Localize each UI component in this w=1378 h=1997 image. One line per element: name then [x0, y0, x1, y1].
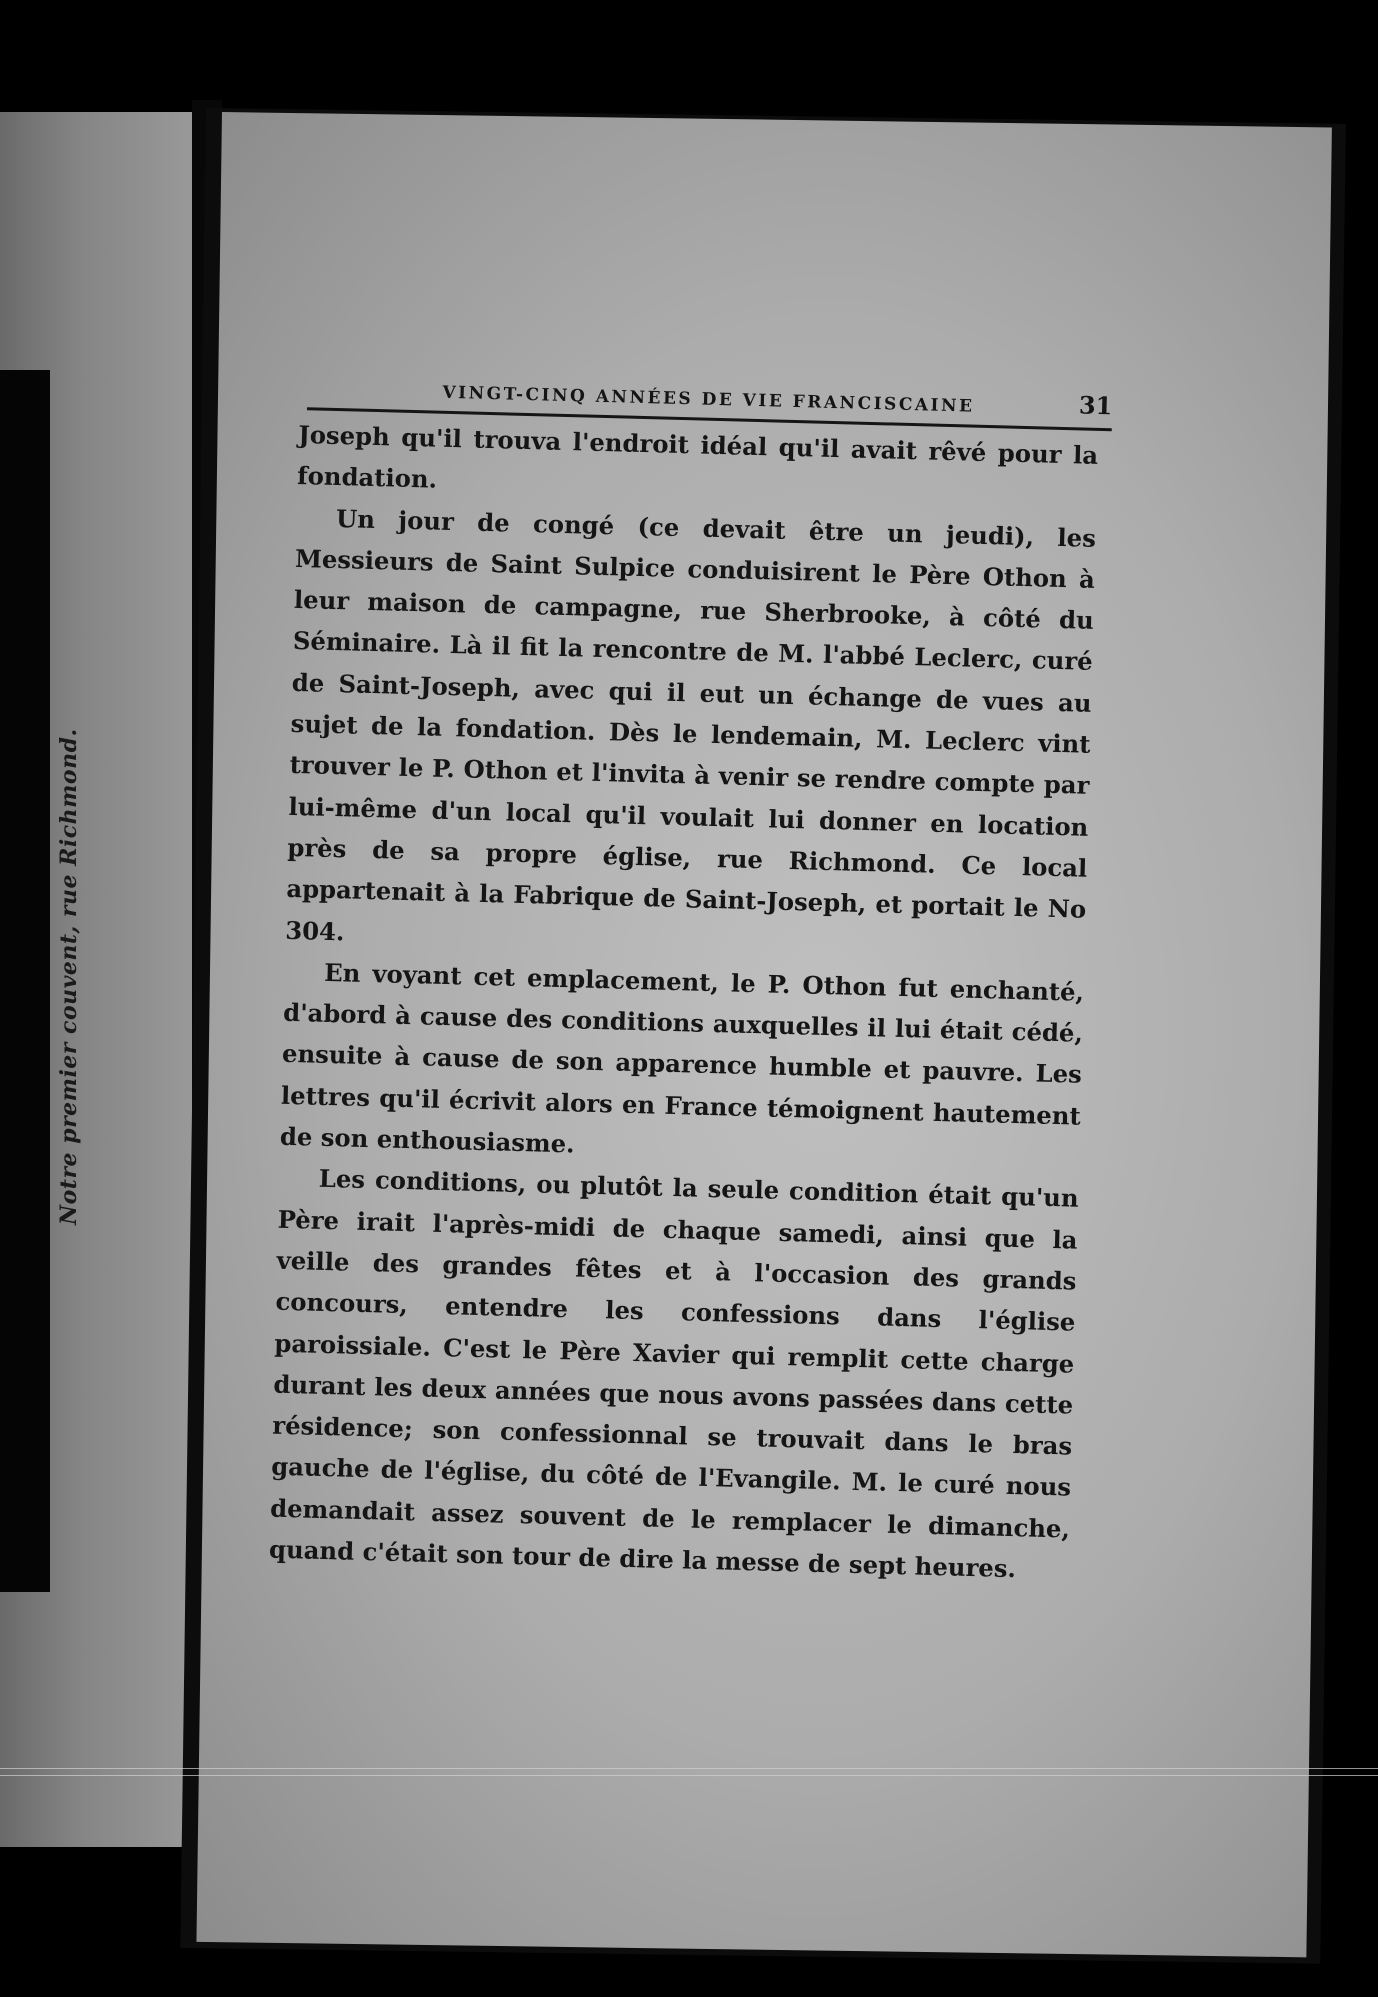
paragraph-1: Joseph qu'il trouva l'endroit idéal qu'il avait rêvé pour la fondation.: [296, 419, 1099, 494]
left-page-caption: Notre premier couvent, rue Richmond.: [56, 728, 82, 1225]
paragraph-4: Les conditions, ou plutôt la seule condition était qu'un Père irait l'après-midi de chaque samedi, ainsi que la veille des grandes fêtes et à l'occasion des grands concours, entendre les confessions dans l'église paroissiale. C'est le Père Xavier qui remplit cette charge durant les deux années que nous avons passées dans cette résidence; son confessionnal se trouvait dans le bras gauche de l'église, du côté de l'Evangile. M. le curé nous demandait assez souvent de le remplacer le dimanche, quand c'était son tour de dire la messe de sept heures.: [268, 1164, 1079, 1584]
page-number: 31: [1078, 390, 1113, 421]
paragraph-2: Un jour de congé (ce devait être un jeudi), les Messieurs de Saint Sulpice conduisirent le Père Othon à leur maison de campagne, rue Sherbrooke, à côté du Séminaire. Là il fit la rencontre de M. l'abbé Leclerc, curé de Saint-Joseph, avec qui il eut un échange de vues au sujet de la fondation. Dès le lendemain, M. Leclerc vint trouver le P. Othon et l'invita à venir se rendre compte par lui-même d'un local qu'il voulait lui donner en location près de sa propre église, rue Richmond. Ce local appartenait à la Fabrique de Saint-Joseph, et portait le No 304.: [284, 503, 1097, 946]
running-head-title: VINGT-CINQ ANNÉES DE VIE FRANCISCAINE: [442, 382, 975, 417]
body-text: [269, 414, 1099, 1591]
paragraph-3: En voyant cet emplacement, le P. Othon fut enchanté, d'abord à cause des conditions auxquelles il lui était cédé, ensuite à cause de son apparence humble et pauvre. Les lettres qu'il écrivit alors en France témoignent hautement de son enthousiasme.: [279, 957, 1085, 1159]
scan-artifact-line: [0, 1775, 1378, 1776]
left-page-photo-plate: [0, 370, 50, 1592]
scan-artifact-line: [0, 1768, 1378, 1769]
page-text-block: [268, 370, 1113, 1591]
